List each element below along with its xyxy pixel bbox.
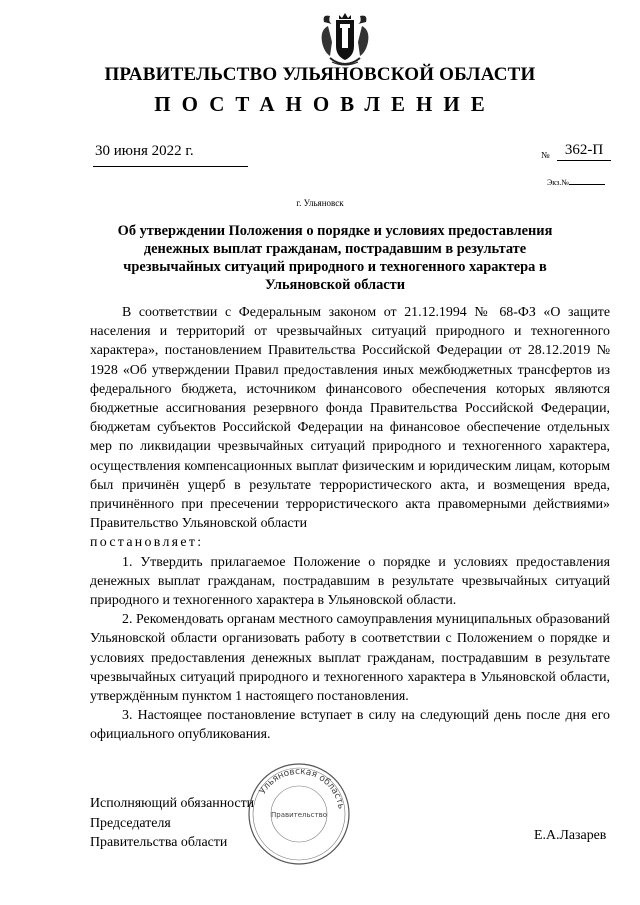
copy-label: Экз.№ [547, 178, 569, 187]
stamp-inner-text: Правительство [271, 811, 327, 819]
decree-word: постановляет: [90, 535, 204, 551]
copy-underline [569, 184, 605, 185]
city: г. Ульяновск [296, 198, 344, 208]
number-label: № [541, 150, 550, 160]
preamble-paragraph: В соответствии с Федеральным законом от 21.12.1994 № 68-ФЗ «О защите населения и территорий от чрезвычайных ситуаций природного и техногенного характера», постановлением Правительства Российской Федерации от 28.12.2019 № 1928 «Об утверждении Правил предоставления иных межбюджетных трансфертов из федерального бюджета, источником финансового обеспечения которых являются бюджетные ассигнования резервного фонда Правительства Российской Федерации, бюджетам субъектов Российской Федерации на финансовое обеспечение отдельных мер по ликвидации чрезвычайных ситуаций природного и техногенного характера, осуществления компенсационных выплат физическим и юридическим лицам, которым был причинён ущерб в результате террористического акта, и возмещения вреда, причинённого при пресечении террористического акта правомерными действиями» Правительство Ульяновской области [90, 305, 610, 532]
item-paragraph: 2. Рекомендовать органам местного самоуправления муниципальных образований Ульяновской области организовать работу в соответствии с Положением о порядке и условиях предоставления денежных выплат гражданам, пострадавшим в результате чрезвычайных ситуаций природного и техногенного характера в Ульяновской области, утверждённым пунктом 1 настоящего постановления. [90, 612, 610, 705]
signatory-title-line: Председателя [90, 815, 171, 831]
coat-of-arms-icon [318, 12, 372, 70]
official-stamp [245, 760, 353, 868]
stamp-outer-text: Ульяновская область [257, 766, 346, 810]
government-name: ПРАВИТЕЛЬСТВО УЛЬЯНОВСКОЙ ОБЛАСТИ [104, 64, 536, 85]
item-paragraph: 3. Настоящее постановление вступает в силу на следующий день после дня его официального опубликования. [90, 708, 610, 743]
copy-number [547, 178, 605, 187]
svg-text:Ульяновская область [258, 767, 346, 810]
document-body [90, 303, 610, 745]
document-title: Об утверждении Положения о порядке и условиях предоставления денежных выплат гражданам, пострадавшим в результате чрезвычайных ситуаций природного и техногенного характера в Ульяновской области [117, 223, 553, 293]
signatory-title-line: Исполняющий обязанности [90, 796, 255, 811]
signatory-title-line: Правительства области [90, 835, 228, 850]
document-type: ПОСТАНОВЛЕНИЕ [154, 92, 496, 116]
document-number: 362-П [557, 142, 611, 161]
date-underline [93, 166, 248, 167]
signatory-name: Е.А.Лазарев [534, 828, 607, 843]
item-paragraph: 1. Утвердить прилагаемое Положение о порядке и условиях предоставления денежных выплат гражданам, пострадавшим в результате чрезвычайных ситуаций природного и техногенного характера в Ульяновской области. [90, 554, 610, 609]
signature-block [90, 794, 254, 853]
document-date: 30 июня 2022 г. [95, 143, 194, 159]
